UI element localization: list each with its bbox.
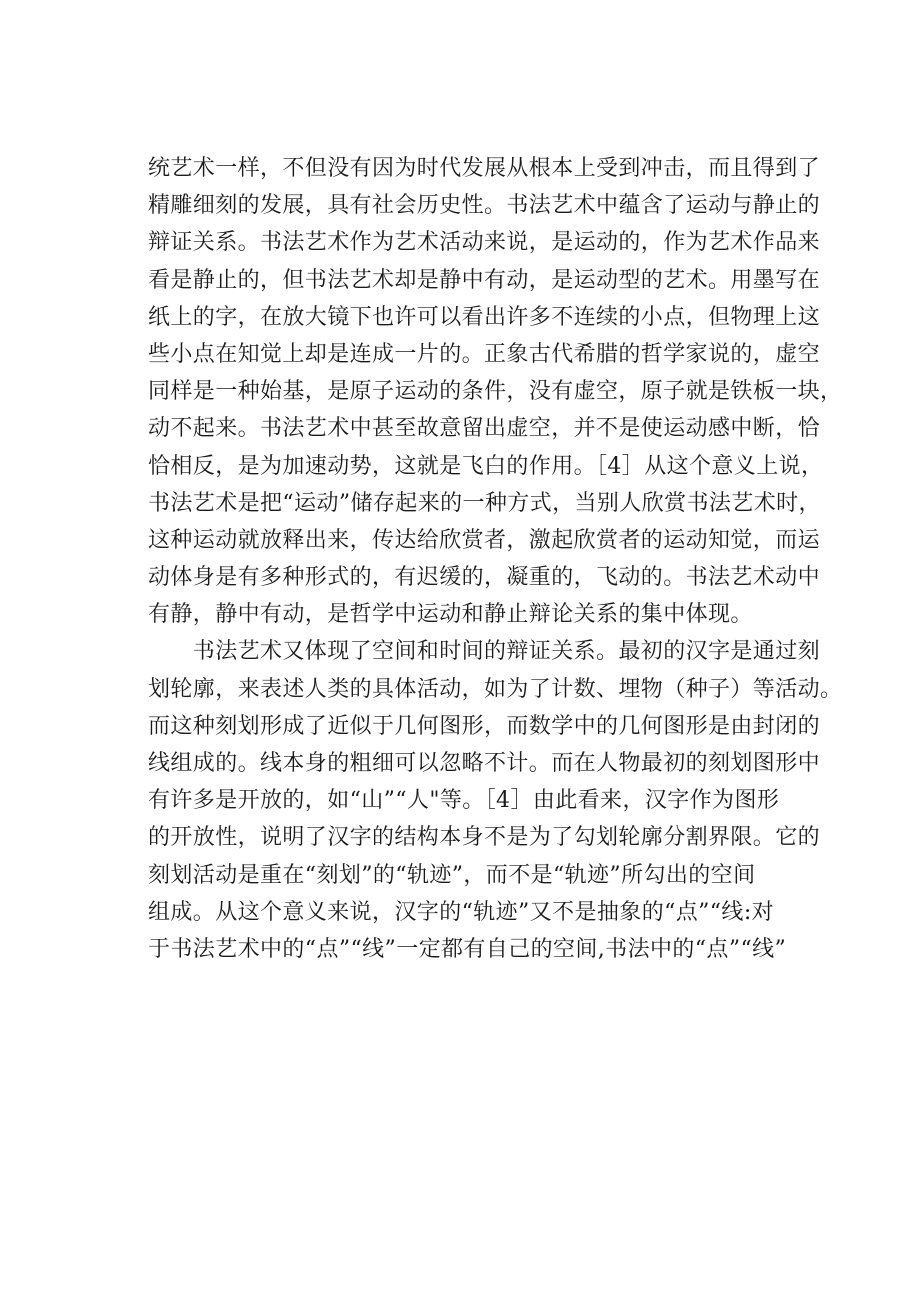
text-line: 统艺术一样，不但没有因为时代发展从根本上受到冲击，而且得到了	[148, 156, 821, 181]
text-line: 线组成的。线本身的粗细可以忽略不计。而在人物最初的刻划图形中	[148, 751, 821, 776]
text-line: 纸上的字，在放大镜下也许可以看出许多不连续的小点，但物理上这	[148, 304, 821, 330]
text-line: 有静，静中有动，是哲学中运动和静止辩论关系的集中体现。	[148, 602, 753, 628]
text-line: 刻划活动是重在“刻划”的“轨迹”，而不是“轨迹”所勾出的空间	[148, 862, 756, 888]
text-line: 有许多是开放的，如“山”“人"等。［4］由此看来，汉字作为图形	[148, 788, 780, 814]
text-line: 动体身是有多种形式的，有迟缓的，凝重的，飞动的。书法艺术动中	[148, 565, 821, 591]
text-line: 辩证关系。书法艺术作为艺术活动来说，是运动的，作为艺术作品来	[148, 230, 821, 256]
text-line: 于书法艺术中的“点”“线”一定都有自己的空间,书法中的“点”“线”	[148, 936, 787, 962]
paragraph-1	[148, 150, 843, 633]
text-line: 些小点在知觉上却是连成一片的。正象古代希腊的哲学家说的，虚空	[148, 341, 821, 367]
text-line: 恰相反，是为加速动势，这就是飞白的作用。［4］从这个意义上说，	[148, 453, 824, 479]
text-line: 同样是一种始基，是原子运动的条件，没有虚空，原子就是铁板一块，	[148, 379, 843, 405]
text-line: 书法艺术是把“运动”储存起来的一种方式，当别人欣赏书法艺术时，	[148, 490, 821, 516]
paragraph-2	[148, 633, 843, 968]
text-line: 这种运动就放释出来，传达给欣赏者，激起欣赏者的运动知觉，而运	[148, 527, 821, 553]
text-line: 动不起来。书法艺术中甚至故意留出虚空，并不是使运动感中断，恰	[148, 416, 821, 442]
text-line: 划轮廓，来表述人类的具体活动，如为了计数、埋物（种子）等活动。	[148, 676, 843, 702]
text-line: 的开放性，说明了汉字的结构本身不是为了勾划轮廓分割界限。它的	[148, 825, 821, 851]
text-line: 而这种刻划形成了近似于几何图形，而数学中的几何图形是由封闭的	[148, 713, 821, 739]
text-line: 看是静止的，但书法艺术却是静中有动，是运动型的艺术。用墨写在	[148, 267, 821, 293]
text-line: 精雕细刻的发展，具有社会历史性。书法艺术中蕴含了运动与静止的	[148, 193, 821, 219]
body-text	[148, 150, 843, 968]
text-line: 组成。从这个意义来说，汉字的“轨迹”又不是抽象的“点”“线:对	[148, 899, 775, 925]
text-line: 书法艺术又体现了空间和时间的辩证关系。最初的汉字是通过刻	[148, 639, 821, 665]
